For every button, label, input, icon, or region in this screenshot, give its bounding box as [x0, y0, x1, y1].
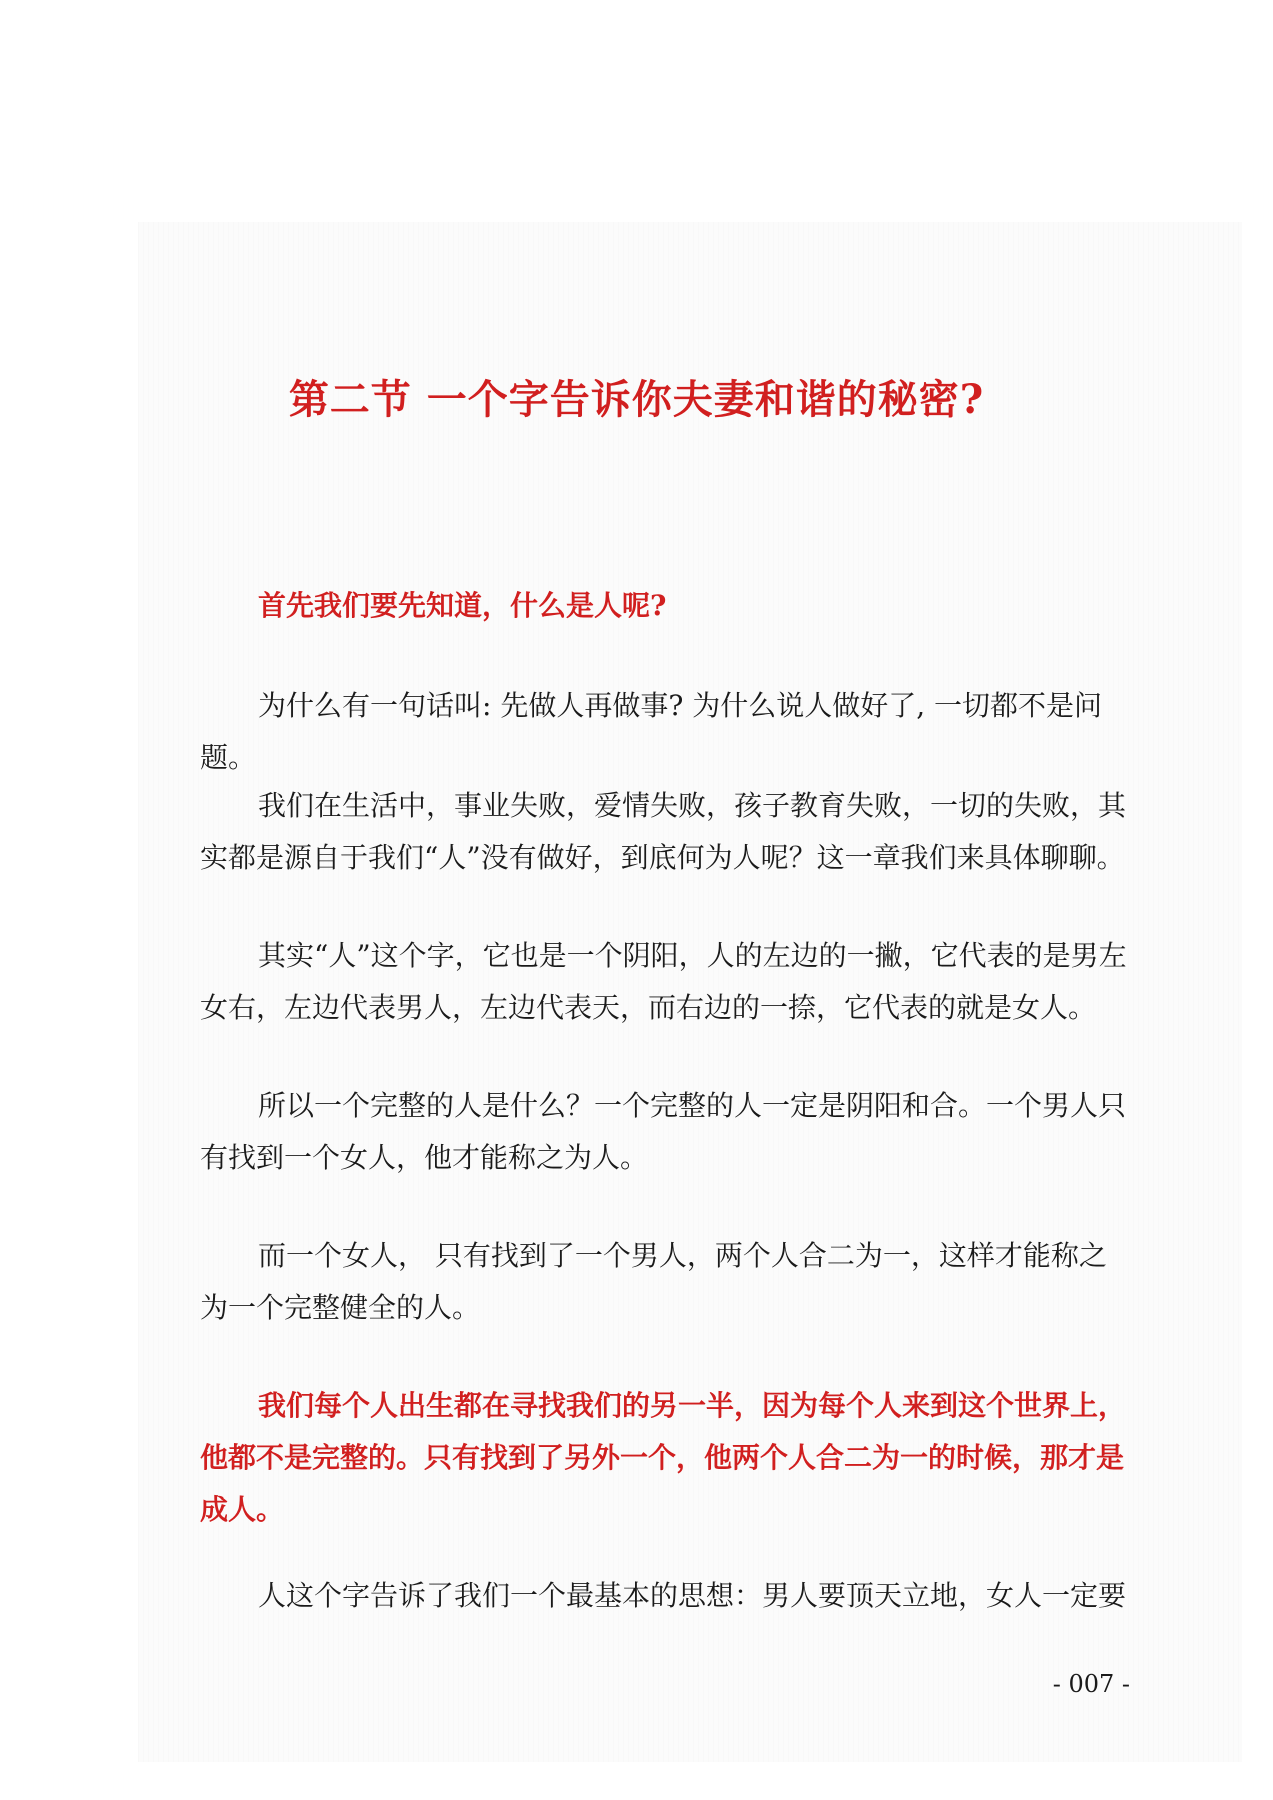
paragraph — [200, 780, 1130, 884]
lead-question — [200, 580, 1130, 632]
highlight-paragraph-text: 我们每个人出生都在寻找我们的另一半，因为每个人来到这个世界上，他都不是完整的。只有找到了另外一个，他两个人合二为一的时候，那才是成人。 — [200, 1389, 1127, 1526]
paragraph-text: 其实“人”这个字，它也是一个阴阳，人的左边的一撇，它代表的是男左女右，左边代表男人，左边代表天，而右边的一捺，它代表的就是女人。 — [200, 939, 1127, 1024]
lead-question-text: 首先我们要先知道，什么是人呢? — [258, 589, 667, 622]
paragraph-text: 人这个字告诉了我们一个最基本的思想：男人要顶天立地，女人一定要 — [258, 1579, 1127, 1612]
paragraph-text: 所以一个完整的人是什么？一个完整的人一定是阴阳和合。一个男人只有找到一个女人，他才能称之为人。 — [200, 1089, 1127, 1174]
paragraph-text: 我们在生活中，事业失败，爱情失败，孩子教育失败，一切的失败，其实都是源自于我们“人”没有做好，到底何为人呢？这一章我们来具体聊聊。 — [200, 789, 1127, 874]
paragraph — [200, 1230, 1130, 1334]
page-number: - 007 - — [1052, 1670, 1130, 1698]
paragraph — [200, 1080, 1130, 1184]
paragraph-text: 而一个女人， 只有找到了一个男人，两个人合二为一，这样才能称之为一个完整健全的人。 — [200, 1239, 1107, 1324]
highlight-paragraph — [200, 1380, 1130, 1536]
paragraph-text: 为什么有一句话叫: 先做人再做事? 为什么说人做好了, 一切都不是问题。 — [200, 689, 1103, 774]
paragraph — [200, 1570, 1130, 1622]
paragraph — [200, 680, 1130, 784]
paragraph — [200, 930, 1130, 1034]
section-title: 第二节 一个字告诉你夫妻和谐的秘密? — [288, 376, 985, 423]
